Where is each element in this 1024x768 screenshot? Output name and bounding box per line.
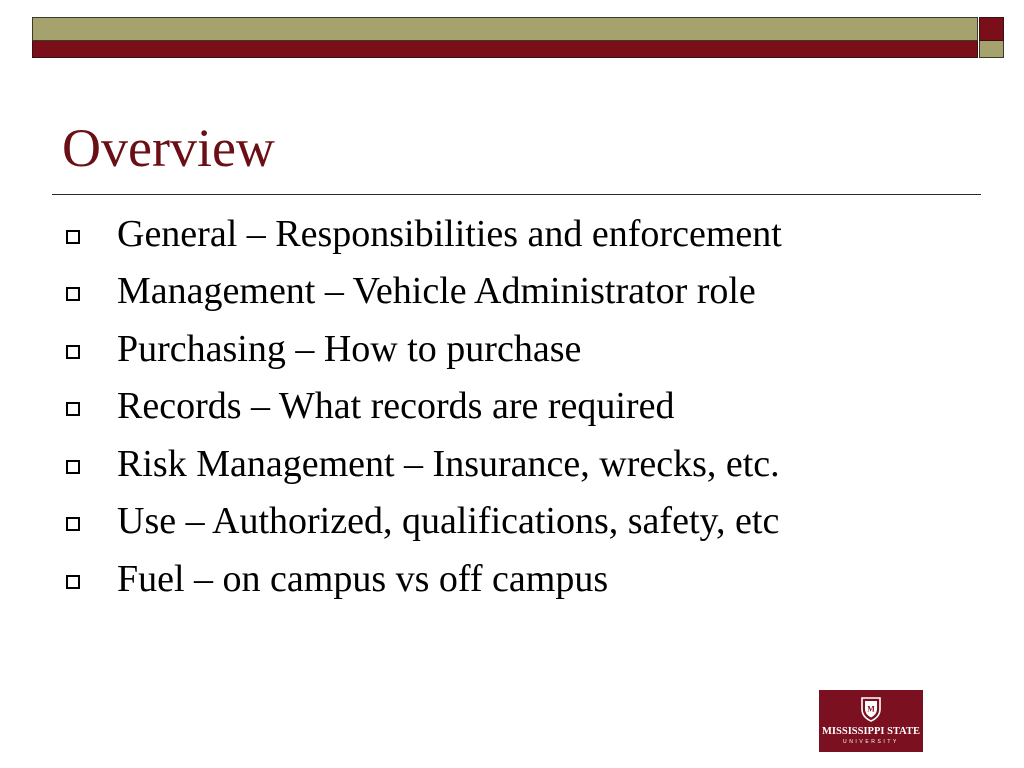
olive-bar <box>32 17 978 41</box>
bullet-text: General – Responsibilities and enforcement <box>117 212 782 255</box>
list-item <box>62 378 782 436</box>
logo-name: MISSISSIPPI STATE <box>822 726 920 737</box>
bullet-text: Purchasing – How to purchase <box>117 327 582 370</box>
square-bullet-icon <box>66 575 80 589</box>
square-bullet-icon <box>66 287 80 301</box>
maroon-square <box>979 17 1004 41</box>
olive-square <box>979 41 1004 58</box>
university-logo <box>819 690 923 752</box>
bullet-text: Fuel – on campus vs off campus <box>117 557 609 600</box>
list-item <box>62 320 782 378</box>
slide-title: Overview <box>62 118 275 178</box>
svg-text:M: M <box>867 704 875 714</box>
square-bullet-icon <box>66 402 80 416</box>
maroon-bar <box>32 41 978 58</box>
bullet-text: Use – Authorized, qualifications, safety, etc <box>117 500 780 543</box>
square-bullet-icon <box>66 517 80 531</box>
square-bullet-icon <box>66 230 80 244</box>
logo-subtitle: UNIVERSITY <box>842 739 899 745</box>
list-item <box>62 263 782 321</box>
square-bullet-icon <box>66 345 80 359</box>
list-item <box>62 550 782 608</box>
title-divider <box>52 194 981 195</box>
list-item <box>62 435 782 493</box>
university-shield-icon <box>860 696 882 722</box>
bullet-text: Records – What records are required <box>117 385 675 428</box>
bullet-text: Management – Vehicle Administrator role <box>117 270 756 313</box>
bullet-text: Risk Management – Insurance, wrecks, etc. <box>117 442 780 485</box>
list-item <box>62 493 782 551</box>
bullet-list <box>62 205 782 608</box>
list-item <box>62 205 782 263</box>
top-decorative-bars <box>32 17 1004 59</box>
square-bullet-icon <box>66 460 80 474</box>
